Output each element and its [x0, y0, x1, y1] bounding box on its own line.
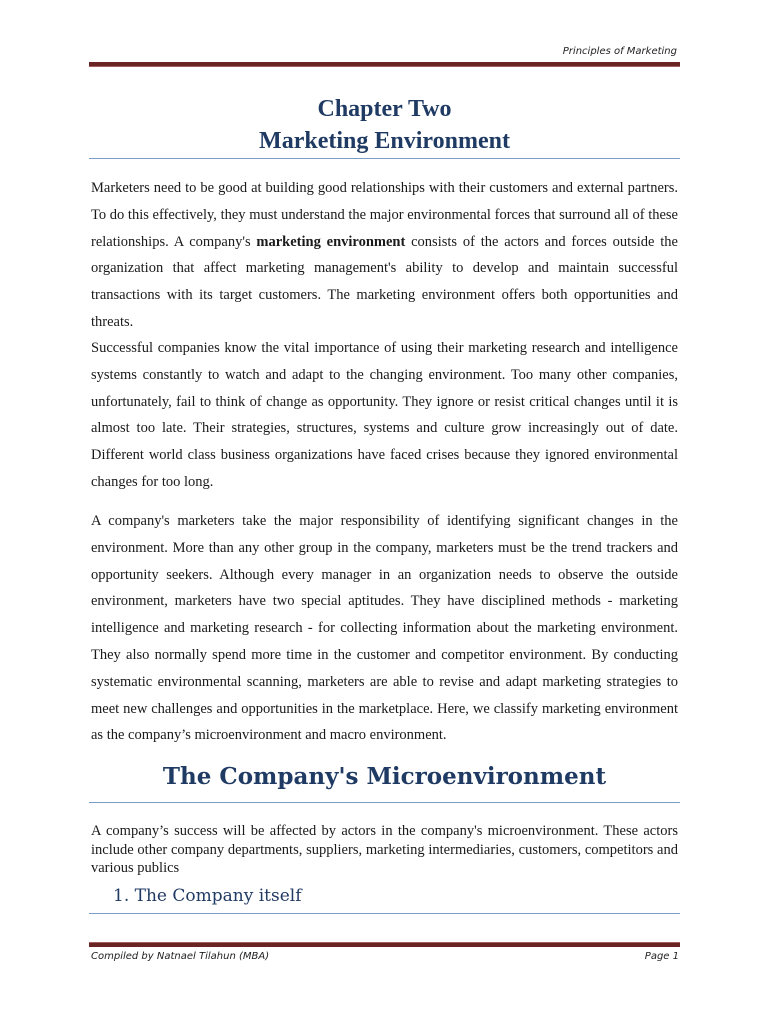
- key-term-marketing-environment: marketing environment: [256, 233, 406, 250]
- section-heading: The Company's Microenvironment: [162, 763, 607, 790]
- subsection-heading: 1. The Company itself: [113, 886, 302, 906]
- footer-rule: [89, 942, 680, 947]
- intro-paragraph-1-start: Marketers need to be good at building good relationships with their customers and external partners. To do this effectively, they must understand the major environmental forces that surround all of these relationships. A company's: [91, 180, 678, 250]
- chapter-name: Marketing Environment: [259, 128, 510, 154]
- section-heading-rule: [89, 802, 680, 803]
- intro-paragraph-1-end: consists of the actors and forces outside the organization that affect marketing management's ability to develop and maintain successful transactions with its target customers. The marketing environment offers both opportunities and threats.: [91, 233, 678, 330]
- intro-paragraph-2: Successful companies know the vital importance of using their marketing research and intelligence systems constantly to watch and adapt to the changing environment. Too many other companies, unfortunately, fail to think of change as opportunity. They ignore or resist critical changes until it is almost too late. Their strategies, structures, systems and culture grow increasingly out of date. Different world class business organizations have faced crises because they ignored environmental changes for too long.: [91, 340, 678, 490]
- header-rule: [89, 62, 680, 67]
- footer-author: Compiled by Natnael Tilahun (MBA): [91, 951, 270, 962]
- section-paragraph: A company’s success will be affected by actors in the company's microenvironment. These actors include other company departments, suppliers, marketing intermediaries, customers, competitors and various publics: [91, 823, 678, 877]
- intro-paragraph-1: [91, 175, 678, 336]
- subsection-heading-rule: [89, 913, 680, 914]
- running-header-title: Principles of Marketing: [562, 46, 677, 57]
- chapter-title: [89, 93, 680, 157]
- intro-paragraph-3: A company's marketers take the major responsibility of identifying significant changes in the environment. More than any other group in the company, marketers must be the trend trackers and opportunity seekers. Although every manager in an organization needs to observe the outside environment, marketers have two special aptitudes. They have disciplined methods - marketing intelligence and marketing research - for collecting information about the marketing environment. They also normally spend more time in the customer and competitor environment. By conducting systematic environmental scanning, marketers are able to revise and adapt marketing strategies to meet new challenges and opportunities in the marketplace. Here, we classify marketing environment as the company’s microenvironment and macro environment.: [91, 513, 678, 744]
- chapter-number: Chapter Two: [317, 96, 452, 122]
- chapter-title-rule: [89, 158, 680, 159]
- footer-page-number: Page 1: [644, 951, 679, 962]
